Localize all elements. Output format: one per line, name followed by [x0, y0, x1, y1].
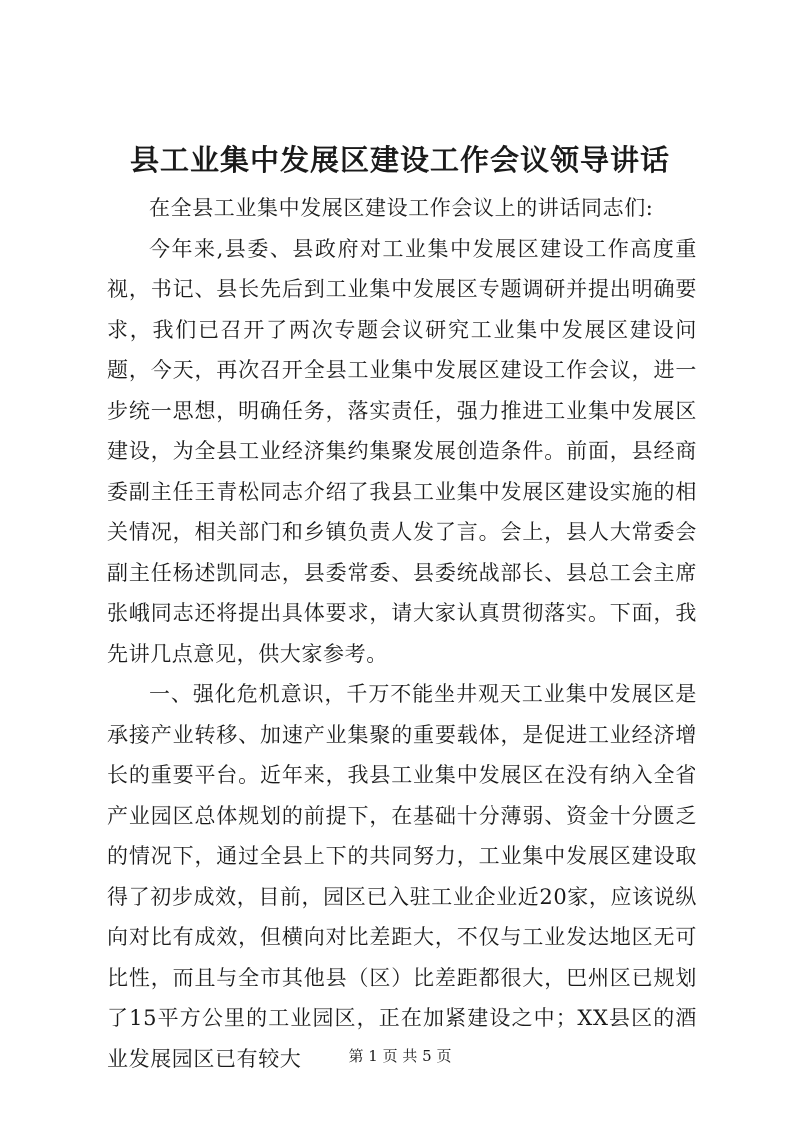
- paragraph-intro: 今年来,县委、县政府对工业集中发展区建设工作高度重视，书记、县长先后到工业集中发展区专题调研并提出明确要求，我们已召开了两次专题会议研究工业集中发展区建设问题，今天，再次召开全县工业集中发展区建设工作会议，进一步统一思想，明确任务，落实责任，强力推进工业集中发展区建设，为全县工业经济集约集聚发展创造条件。前面，县经商委副主任王青松同志介绍了我县工业集中发展区建设实施的相关情况，相关部门和乡镇负责人发了言。会上，县人大常委会副主任杨述凯同志，县委常委、县委统战部长、县总工会主席张峨同志还将提出具体要求，请大家认真贯彻落实。下面，我先讲几点意见，供大家参考。: [107, 236, 697, 666]
- paragraph-section-one: 一、强化危机意识，千万不能坐井观天工业集中发展区是承接产业转移、加速产业集聚的重要载体，是促进工业经济增长的重要平台。近年来，我县工业集中发展区在没有纳入全省产业园区总体规划的前提下，在基础十分薄弱、资金十分匮乏的情况下，通过全县上下的共同努力，工业集中发展区建设取得了初步成效，目前，园区已入驻工业企业近20家，应该说纵向对比有成效，但横向对比差距大，不仅与工业发达地区无可比性，而且与全市其他县（区）比差距都很大，巴州区已规划了15平方公里的工业园区，正在加紧建设之中；XX县区的酒业发展园区已有较大: [107, 682, 697, 1071]
- paragraph-salutation: 在全县工业集中发展区建设工作会议上的讲话同志们:: [149, 196, 654, 220]
- document-title: 县工业集中发展区建设工作会议领导讲话: [129, 143, 670, 177]
- page-number-footer: 第 1 页 共 5 页: [348, 1047, 452, 1065]
- document-body: [107, 188, 697, 1079]
